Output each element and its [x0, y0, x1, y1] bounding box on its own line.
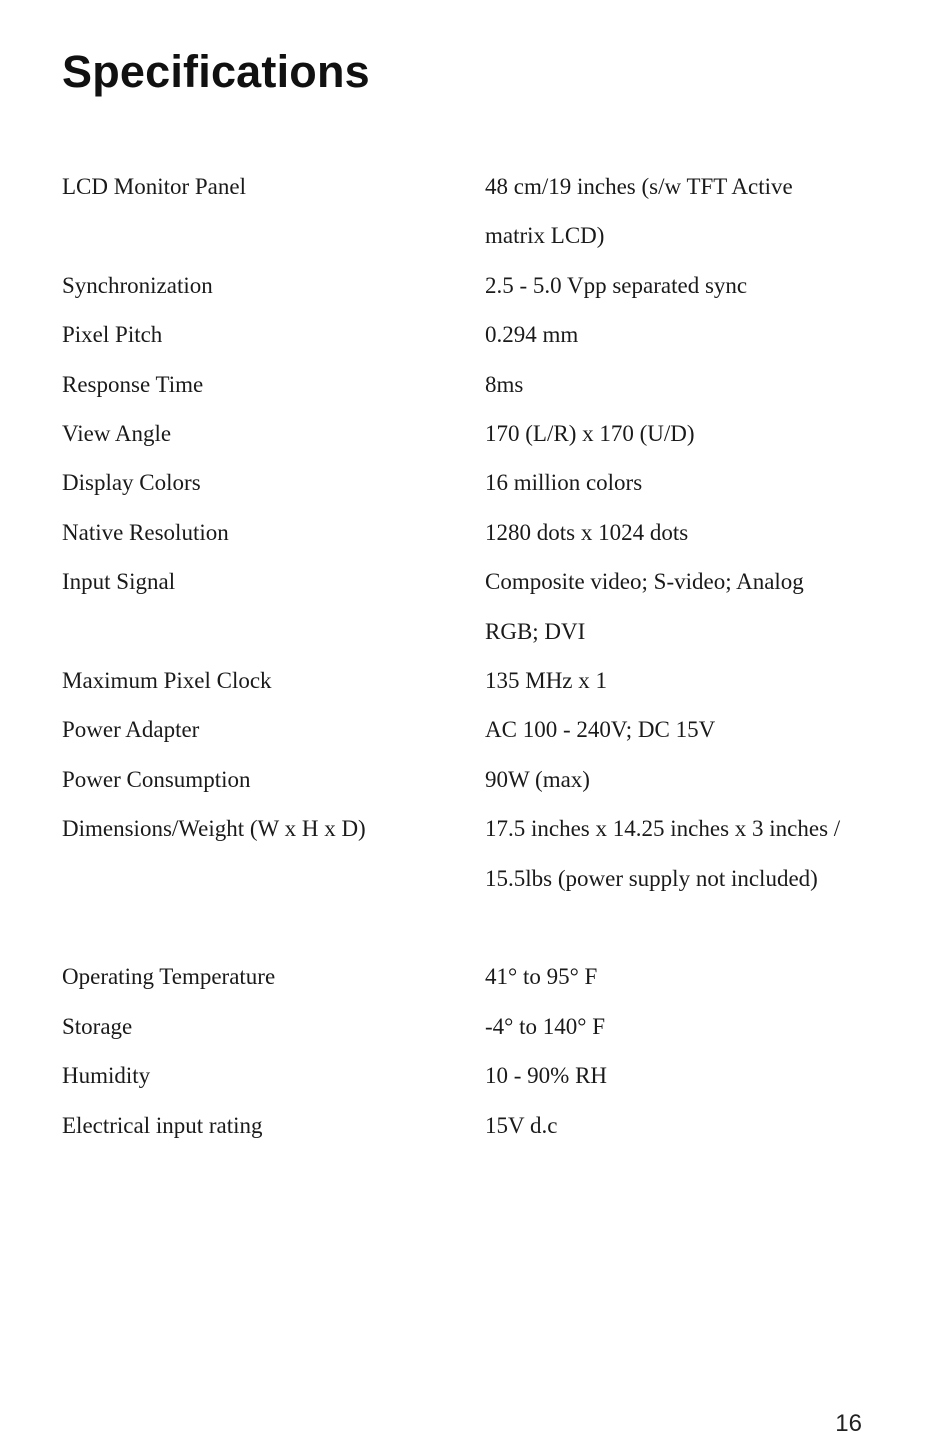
spec-row-maximum-pixel-clock [62, 656, 882, 705]
spec-row-synchronization [62, 261, 882, 310]
spec-row-operating-temperature [62, 952, 882, 1001]
spec-label: Pixel Pitch [62, 322, 163, 348]
spec-value: 170 (L/R) x 170 (U/D) [485, 421, 695, 447]
spec-value: 16 million colors [485, 470, 643, 496]
spec-value: 48 cm/19 inches (s/w TFT Active matrix LCD) [485, 174, 793, 249]
spec-row-storage [62, 1002, 882, 1051]
spec-label: Synchronization [62, 272, 213, 298]
spec-row-power-consumption [62, 755, 882, 804]
spec-value: 41° to 95° F [485, 964, 598, 990]
spec-value: 90W (max) [485, 766, 590, 792]
spec-value: 8ms [485, 371, 524, 397]
spec-value: 2.5 - 5.0 Vpp separated sync [485, 272, 748, 298]
spec-row-view-angle [62, 409, 882, 458]
spec-label: LCD Monitor Panel [62, 174, 246, 199]
spec-row-dimensions-weight [62, 804, 882, 903]
spec-label: Storage [62, 1013, 133, 1039]
spec-label: View Angle [62, 421, 172, 447]
spec-label: Display Colors [62, 470, 201, 496]
spec-label: Electrical input rating [62, 1112, 263, 1138]
spec-label: Native Resolution [62, 519, 229, 545]
spec-label: Response Time [62, 371, 204, 397]
spec-row-native-resolution [62, 508, 882, 557]
spec-value: 0.294 mm [485, 322, 579, 348]
specifications-table [62, 162, 882, 1150]
spec-row-power-adapter [62, 705, 882, 754]
spec-row-electrical-input-rating [62, 1101, 882, 1150]
page-number: 16 [835, 1410, 862, 1437]
spec-row-response-time [62, 360, 882, 409]
spec-label: Power Consumption [62, 766, 251, 792]
spec-row-display-colors [62, 458, 882, 507]
spec-row-pixel-pitch [62, 310, 882, 359]
spec-label: Power Adapter [62, 717, 200, 743]
spec-value: -4° to 140° F [485, 1013, 605, 1039]
spec-label: Input Signal [62, 569, 176, 595]
spec-value: 1280 dots x 1024 dots [485, 519, 689, 545]
spec-value: 10 - 90% RH [485, 1063, 608, 1089]
spec-value: Composite video; S-video; Analog RGB; DVI [485, 569, 804, 644]
page-title: Specifications [62, 46, 370, 97]
spec-value: 15V d.c [485, 1112, 558, 1138]
spec-label: Humidity [62, 1063, 151, 1089]
spec-value: AC 100 - 240V; DC 15V [485, 717, 716, 743]
spec-value: 17.5 inches x 14.25 inches x 3 inches / 15.5lbs (power supply not included) [485, 816, 841, 891]
spec-row-input-signal [62, 557, 882, 656]
spec-value: 135 MHz x 1 [485, 668, 608, 694]
spec-label: Operating Temperature [62, 964, 276, 990]
spec-label: Dimensions/Weight (W x H x D) [62, 816, 366, 842]
spec-row-humidity [62, 1051, 882, 1100]
spec-row-lcd-monitor-panel [62, 162, 882, 261]
spec-label: Maximum Pixel Clock [62, 668, 272, 694]
